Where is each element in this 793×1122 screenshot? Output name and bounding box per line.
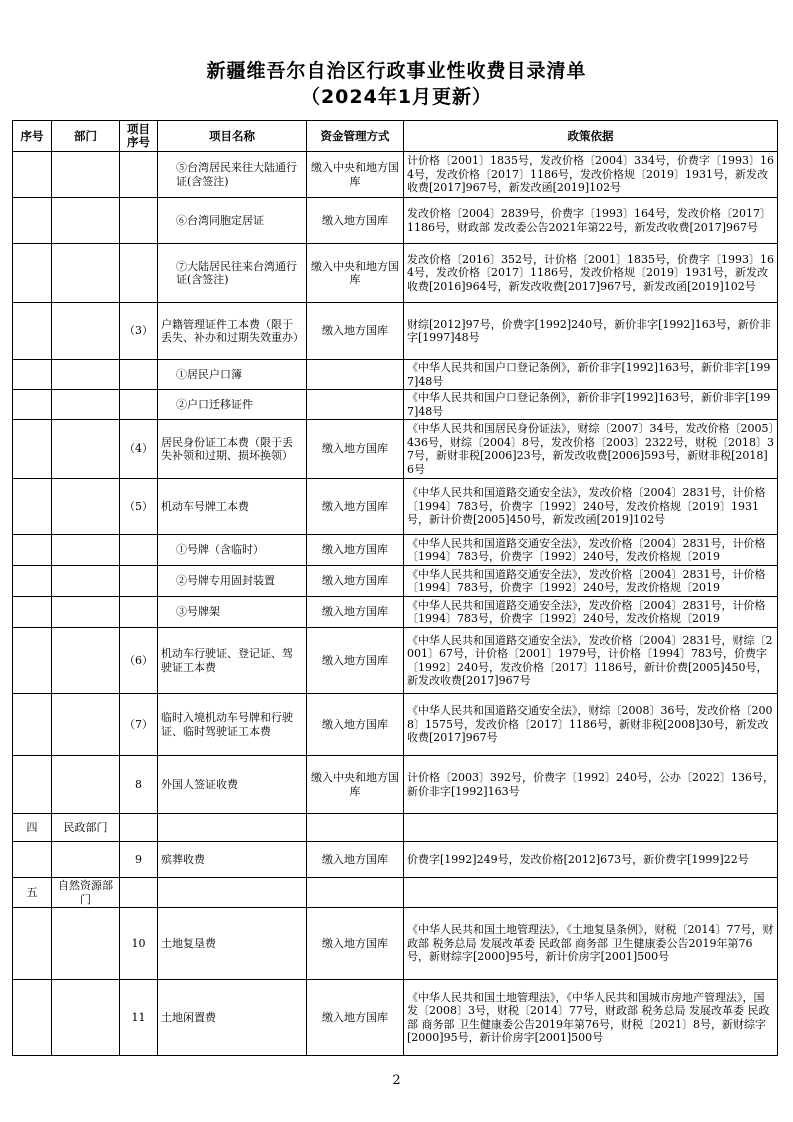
table-row xyxy=(13,535,778,566)
cell-item-name: ①居民户口簿 xyxy=(158,360,307,390)
cell-item-seq: （7） xyxy=(120,694,158,756)
table-row xyxy=(13,628,778,694)
cell-dept xyxy=(52,535,120,566)
cell-seq xyxy=(13,303,52,360)
cell-seq xyxy=(13,360,52,390)
cell-policy xyxy=(404,814,778,842)
cell-policy: 《中华人民共和国土地管理法》，《土地复垦条例》，财税〔2014〕77号，财政部 税务总局 发展改革委 民政部 商务部 卫生健康委公告2019年第76号，新财综字[2000]95号，新计价房字[2001]500号 xyxy=(404,908,778,980)
cell-item-name: 临时入境机动车号牌和行驶证、临时驾驶证工本费 xyxy=(158,694,307,756)
table-row xyxy=(13,878,778,908)
cell-fund: 缴入地方国库 xyxy=(307,980,404,1056)
cell-item-seq: （6） xyxy=(120,628,158,694)
cell-item-seq: 8 xyxy=(120,756,158,814)
cell-item-seq: 11 xyxy=(120,980,158,1056)
header-seq: 序号 xyxy=(13,121,52,152)
cell-fund: 缴入中央和地方国库 xyxy=(307,152,404,198)
table-row xyxy=(13,597,778,628)
cell-item-seq xyxy=(120,597,158,628)
cell-item-name: ⑤台湾居民来往大陆通行证(含签注) xyxy=(158,152,307,198)
table-row xyxy=(13,390,778,420)
cell-fund: 缴入中央和地方国库 xyxy=(307,244,404,303)
cell-seq: 四 xyxy=(13,814,52,842)
cell-seq xyxy=(13,756,52,814)
cell-item-seq xyxy=(120,244,158,303)
cell-seq xyxy=(13,244,52,303)
cell-policy: 《中华人民共和国户口登记条例》，新价非字[1992]163号，新价非字[1997]48号 xyxy=(404,360,778,390)
cell-dept xyxy=(52,152,120,198)
header-item-seq: 项目 序号 xyxy=(120,121,158,152)
cell-item-name: 土地复垦费 xyxy=(158,908,307,980)
table-row xyxy=(13,420,778,479)
cell-policy: 计价格〔2001〕1835号，发改价格〔2004〕334号，价费字〔1993〕164号，发改价格〔2017〕1186号，发改价格规〔2019〕1931号，新发改收费[2017]967号，新发改函[2019]102号 xyxy=(404,152,778,198)
cell-dept xyxy=(52,360,120,390)
cell-dept xyxy=(52,244,120,303)
cell-item-seq: 10 xyxy=(120,908,158,980)
table-row xyxy=(13,566,778,597)
cell-item-seq: （3） xyxy=(120,303,158,360)
cell-fund xyxy=(307,814,404,842)
cell-fund xyxy=(307,360,404,390)
cell-item-name: ③号牌架 xyxy=(158,597,307,628)
cell-seq xyxy=(13,597,52,628)
cell-item-seq xyxy=(120,814,158,842)
cell-dept: 自然资源部门 xyxy=(52,878,120,908)
cell-item-name: ②户口迁移证件 xyxy=(158,390,307,420)
cell-item-name: 外国人签证收费 xyxy=(158,756,307,814)
cell-seq xyxy=(13,390,52,420)
cell-policy: 《中华人民共和国居民身份证法》，财综〔2007〕34号，发改价格〔2005〕436号，财综〔2004〕8号，发改价格〔2003〕2322号，财税〔2018〕37号，新财非税[2006]23号，新发改收费[2006]593号，新财非税[2018]6号 xyxy=(404,420,778,479)
cell-seq: 五 xyxy=(13,878,52,908)
cell-item-seq xyxy=(120,878,158,908)
header-item-name: 项目名称 xyxy=(158,121,307,152)
cell-policy: 《中华人民共和国道路交通安全法》，发改价格〔2004〕2831号，计价格〔1994〕783号，价费字〔1992〕240号，发改价格规〔2019〕1931号，新计价费[2005]450号，新发改函[2019]102号 xyxy=(404,479,778,535)
cell-fund: 缴入地方国库 xyxy=(307,842,404,878)
cell-policy: 《中华人民共和国道路交通安全法》，发改价格〔2004〕2831号，计价格〔1994〕783号，价费字〔1992〕240号，发改价格规〔2019 xyxy=(404,535,778,566)
cell-seq xyxy=(13,152,52,198)
cell-item-name: 机动车行驶证、登记证、驾驶证工本费 xyxy=(158,628,307,694)
cell-item-name: ②号牌专用固封装置 xyxy=(158,566,307,597)
cell-policy: 《中华人民共和国道路交通安全法》，发改价格〔2004〕2831号，财综〔2001〕67号，计价格〔2001〕1979号，计价格〔1994〕783号，价费字〔1992〕240号，发改价格〔2017〕1186号，新计价费[2005]450号，新发改收费[2017]967号 xyxy=(404,628,778,694)
table-row xyxy=(13,244,778,303)
cell-fund: 缴入地方国库 xyxy=(307,535,404,566)
cell-seq xyxy=(13,535,52,566)
cell-seq xyxy=(13,980,52,1056)
cell-seq xyxy=(13,566,52,597)
table-row xyxy=(13,842,778,878)
header-fund-mgmt: 资金管理方式 xyxy=(307,121,404,152)
cell-item-name: 居民身份证工本费（限于丢失补领和过期、损坏换领） xyxy=(158,420,307,479)
cell-item-name: ⑥台湾同胞定居证 xyxy=(158,198,307,244)
page-subtitle: （2024年1月更新） xyxy=(300,86,493,108)
cell-item-name: 户籍管理证件工本费（限于丢失、补办和过期失效重办） xyxy=(158,303,307,360)
table-row xyxy=(13,303,778,360)
table-row xyxy=(13,908,778,980)
cell-seq xyxy=(13,479,52,535)
cell-item-name xyxy=(158,814,307,842)
cell-fund: 缴入地方国库 xyxy=(307,420,404,479)
cell-dept xyxy=(52,980,120,1056)
cell-item-name: 殡葬收费 xyxy=(158,842,307,878)
table-row xyxy=(13,152,778,198)
cell-dept xyxy=(52,566,120,597)
cell-dept xyxy=(52,390,120,420)
table-row xyxy=(13,756,778,814)
cell-seq xyxy=(13,842,52,878)
table-row xyxy=(13,694,778,756)
table-row xyxy=(13,198,778,244)
cell-policy: 发改价格〔2004〕2839号，价费字〔1993〕164号，发改价格〔2017〕1186号，财政部 发改委公告2021年第22号，新发改收费[2017]967号 xyxy=(404,198,778,244)
cell-item-seq: （5） xyxy=(120,479,158,535)
cell-item-seq xyxy=(120,152,158,198)
cell-fund: 缴入地方国库 xyxy=(307,303,404,360)
cell-item-name: ⑦大陆居民往来台湾通行证(含签注) xyxy=(158,244,307,303)
cell-item-seq xyxy=(120,198,158,244)
cell-fund: 缴入地方国库 xyxy=(307,198,404,244)
cell-dept xyxy=(52,420,120,479)
header-policy: 政策依据 xyxy=(404,121,778,152)
cell-seq xyxy=(13,628,52,694)
cell-policy: 《中华人民共和国道路交通安全法》，财综〔2008〕36号，发改价格〔2008〕1575号，发改价格〔2017〕1186号，新财非税[2008]30号，新发改收费[2017]967号 xyxy=(404,694,778,756)
cell-seq xyxy=(13,420,52,479)
cell-item-name: ①号牌（含临时） xyxy=(158,535,307,566)
cell-fund: 缴入地方国库 xyxy=(307,566,404,597)
cell-fund: 缴入地方国库 xyxy=(307,694,404,756)
cell-item-name: 机动车号牌工本费 xyxy=(158,479,307,535)
cell-item-name xyxy=(158,878,307,908)
cell-dept xyxy=(52,628,120,694)
cell-policy: 《中华人民共和国土地管理法》，《中华人民共和国城市房地产管理法》，国发〔2008〕3号，财税〔2014〕77号，财政部 税务总局 发展改革委 民政部 商务部 卫生健康委公告2019年第76号，财税〔2021〕8号，新财综字[2000]95号，新计价房字[2001]500号 xyxy=(404,980,778,1056)
cell-item-seq: （4） xyxy=(120,420,158,479)
cell-seq xyxy=(13,908,52,980)
table-row xyxy=(13,980,778,1056)
cell-dept xyxy=(52,694,120,756)
cell-policy: 财综[2012]97号，价费字[1992]240号，新价非字[1992]163号，新价非字[1997]48号 xyxy=(404,303,778,360)
table-row xyxy=(13,360,778,390)
table-row xyxy=(13,479,778,535)
cell-policy xyxy=(404,878,778,908)
cell-item-name: 土地闲置费 xyxy=(158,980,307,1056)
cell-policy: 《中华人民共和国户口登记条例》，新价非字[1992]163号，新价非字[1997]48号 xyxy=(404,390,778,420)
cell-item-seq xyxy=(120,535,158,566)
page-title: 新疆维吾尔自治区行政事业性收费目录清单 xyxy=(206,60,587,82)
fee-table xyxy=(12,120,778,1056)
cell-dept xyxy=(52,479,120,535)
cell-fund: 缴入地方国库 xyxy=(307,908,404,980)
cell-dept xyxy=(52,303,120,360)
page-number: 2 xyxy=(392,1073,401,1088)
cell-seq xyxy=(13,198,52,244)
cell-dept xyxy=(52,198,120,244)
cell-fund xyxy=(307,878,404,908)
cell-policy: 《中华人民共和国道路交通安全法》，发改价格〔2004〕2831号，计价格〔1994〕783号，价费字〔1992〕240号，发改价格规〔2019 xyxy=(404,566,778,597)
cell-policy: 计价格〔2003〕392号，价费字〔1992〕240号，公办〔2022〕136号，新价非字[1992]163号 xyxy=(404,756,778,814)
cell-seq xyxy=(13,694,52,756)
cell-fund: 缴入中央和地方国库 xyxy=(307,756,404,814)
cell-dept xyxy=(52,756,120,814)
cell-policy: 《中华人民共和国道路交通安全法》，发改价格〔2004〕2831号，计价格〔1994〕783号，价费字〔1992〕240号，发改价格规〔2019 xyxy=(404,597,778,628)
cell-dept xyxy=(52,842,120,878)
cell-dept: 民政部门 xyxy=(52,814,120,842)
cell-policy: 发改价格〔2016〕352号，计价格〔2001〕1835号，价费字〔1993〕164号，发改价格〔2017〕1186号，发改价格规〔2019〕1931号，新发改收费[2016]964号，新发改收费[2017]967号，新发改函[2019]102号 xyxy=(404,244,778,303)
cell-dept xyxy=(52,908,120,980)
cell-item-seq xyxy=(120,390,158,420)
cell-fund: 缴入地方国库 xyxy=(307,628,404,694)
cell-item-seq xyxy=(120,566,158,597)
header-dept: 部门 xyxy=(52,121,120,152)
cell-fund: 缴入地方国库 xyxy=(307,597,404,628)
cell-dept xyxy=(52,597,120,628)
table-row xyxy=(13,814,778,842)
cell-fund: 缴入地方国库 xyxy=(307,479,404,535)
cell-policy: 价费字[1992]249号，发改价格[2012]673号，新价费字[1999]22号 xyxy=(404,842,778,878)
table-header-row xyxy=(13,121,778,152)
cell-fund xyxy=(307,390,404,420)
cell-item-seq: 9 xyxy=(120,842,158,878)
cell-item-seq xyxy=(120,360,158,390)
